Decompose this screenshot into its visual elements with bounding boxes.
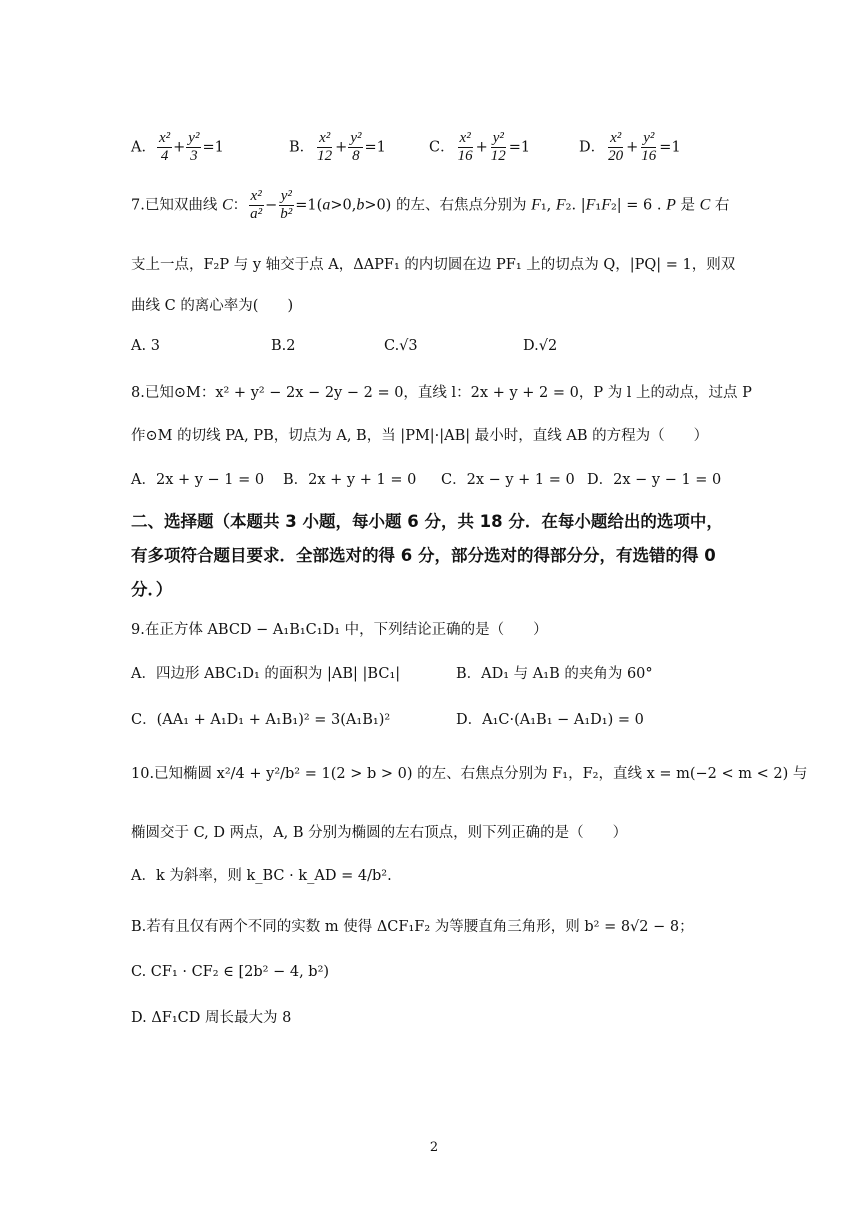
section2-line-3: 分．） [131,580,173,599]
q6-option-d: D． $\frac{\text{x²}}{20}$ + $\frac{\text{y²}}{16}$ =1 [579,130,681,164]
q6-option-c: C． $\frac{\text{x²}}{16}$ + $\frac{\text{y²}}{12}$ =1 [429,130,531,164]
q6-option-a: A． $\frac{\text{x²}}{4}$ + $\frac{\text{y²}}{3}$ =1 [131,130,224,164]
q9-option-d: D．A₁C·(A₁B₁ − A₁D₁) = 0 [456,712,644,728]
q6-option-b: B． $\frac{\text{x²}}{12}$ + $\frac{\text{y²}}{8}$ =1 [289,130,386,164]
q7-line-2: 支上一点，F₂P 与 y 轴交于点 A，ΔAPF₁ 的内切圆在边 PF₁ 上的切点为 Q，|PQ| = 1，则双 [131,257,736,273]
q8-line-1: 8.已知⊙M：x² + y² − 2x − 2y − 2 = 0，直线 l：2x + y + 2 = 0，P 为 l 上的动点，过点 P [131,385,752,401]
q8-option-d: D．2x − y − 1 = 0 [587,472,722,488]
q10-option-c: C. CF₁ · CF₂ ∈ [2b² − 4, b²) [131,964,330,980]
q8-option-a: A．2x + y − 1 = 0 [131,472,265,488]
q10-line-2: 椭圆交于 C, D 两点，A, B 分别为椭圆的左右顶点，则下列正确的是（ ） [131,825,628,841]
section2-line-1: 二、选择题（本题共 3 小题，每小题 6 分，共 18 分．在每小题给出的选项中， [131,512,723,531]
q9-option-b: B．AD₁ 与 A₁B 的夹角为 60° [456,666,653,682]
section2-line-2: 有多项符合题目要求．全部选对的得 6 分，部分选对的得部分分，有选错的得 0 [131,546,716,565]
q8-line-2: 作⊙M 的切线 PA, PB，切点为 A, B，当 |PM|·|AB| 最小时，直线 AB 的方程为（ ） [131,428,709,444]
q10-option-a: A．k 为斜率，则 k_BC · k_AD = 4/b². [131,868,392,884]
q10-option-b: B.若有且仅有两个不同的实数 m 使得 ΔCF₁F₂ 为等腰直角三角形，则 b² = 8√2 − 8； [131,919,694,935]
q7-option-c: C.√3 [384,338,418,354]
q8-option-b: B．2x + y + 1 = 0 [283,472,417,488]
q9-option-c: C．(AA₁ + A₁D₁ + A₁B₁)² = 3(A₁B₁)² [131,712,391,728]
q7-option-a: A. 3 [131,338,160,354]
q9-option-a: A．四边形 ABC₁D₁ 的面积为 |AB| |BC₁| [131,666,401,682]
q8-option-c: C．2x − y + 1 = 0 [441,472,575,488]
q10-line-1: 10.已知椭圆 x²/4 + y²/b² = 1(2 > b > 0) 的左、右焦点分别为 F₁，F₂，直线 x = m(−2 < m < 2) 与 [131,766,808,782]
q7-option-b: B.2 [271,338,296,354]
q7-line-1: 7.已知双曲线 C： $\frac{\text{x²}}{\text{a²}}$ − $\frac{\text{y²}}{\text{b²}}$ =1(a>0,b>0) 的左、右焦点分别为 F₁, F₂. |F₁F₂| = 6 . P 是 C 右 [131,188,730,222]
q7-line-3: 曲线 C 的离心率为( ) [131,298,294,314]
q7-option-d: D.√2 [523,338,558,354]
q9-stem: 9.在正方体 ABCD − A₁B₁C₁D₁ 中，下列结论正确的是（ ） [131,622,548,638]
page-number: 2 [429,1140,439,1155]
q10-option-d: D. ΔF₁CD 周长最大为 8 [131,1010,292,1026]
q6-options-row [131,122,828,162]
